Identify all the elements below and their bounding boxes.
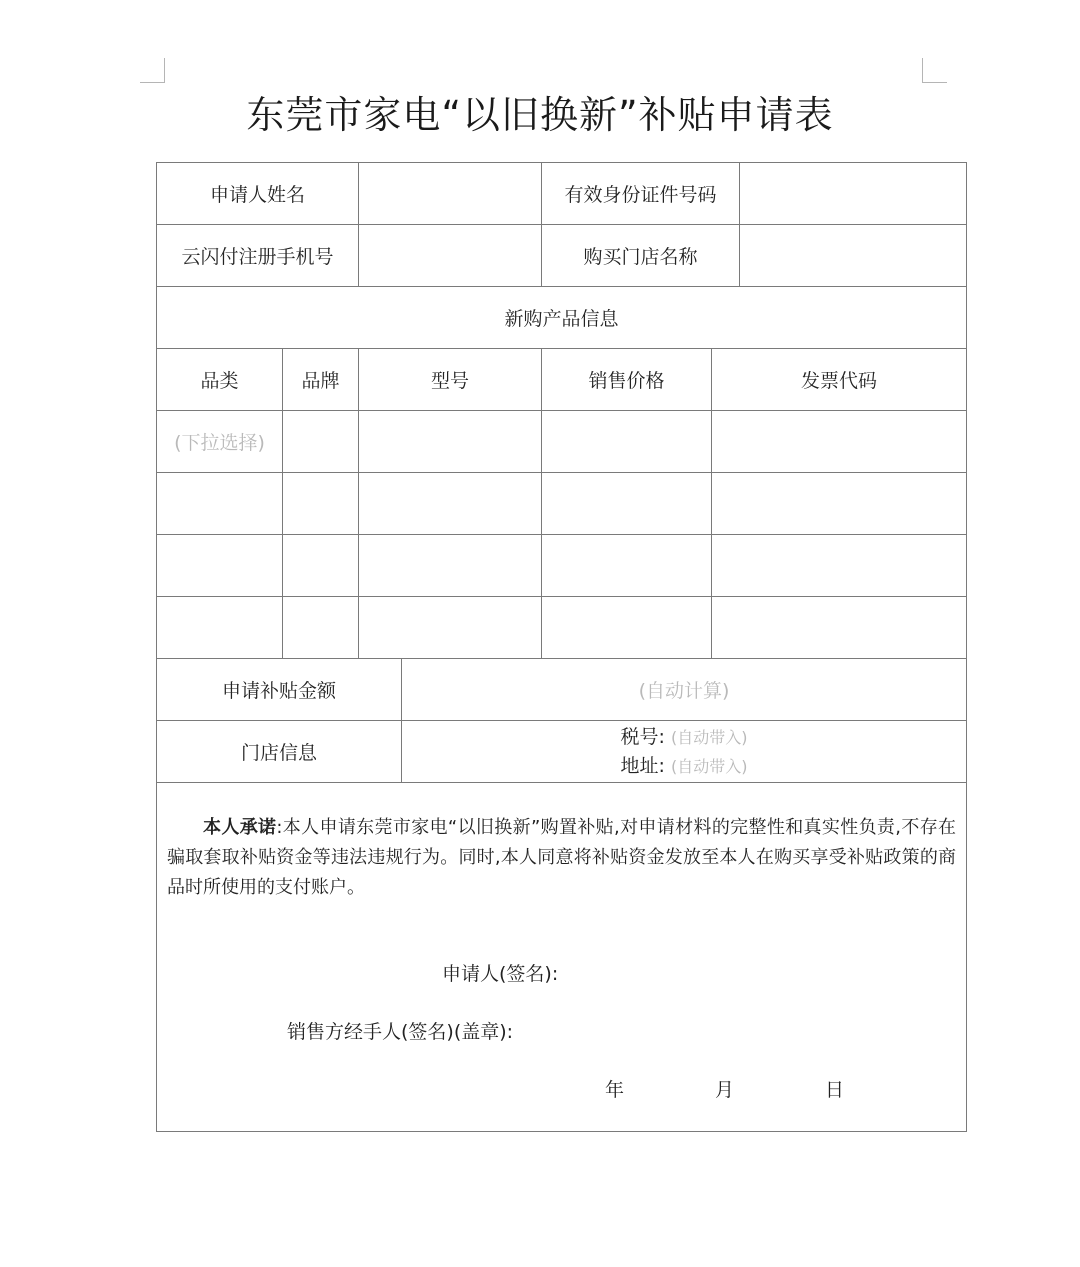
category-dropdown[interactable]: (下拉选择) — [157, 411, 283, 473]
table-row — [157, 411, 967, 473]
date-month-label: 月 — [715, 1079, 735, 1101]
applicant-name-label: 申请人姓名 — [157, 163, 359, 225]
category-cell[interactable] — [157, 535, 283, 597]
price-cell[interactable] — [542, 535, 712, 597]
brand-cell[interactable] — [283, 473, 359, 535]
page-corner-mark-left — [140, 58, 165, 83]
address-label: 地址: — [620, 754, 665, 777]
brand-cell[interactable] — [283, 411, 359, 473]
pledge-lead: 本人承诺 — [203, 817, 277, 838]
model-cell[interactable] — [359, 535, 542, 597]
date-day-label: 日 — [825, 1079, 845, 1101]
column-header-brand: 品牌 — [283, 349, 359, 411]
model-cell[interactable] — [359, 473, 542, 535]
phone-label: 云闪付注册手机号 — [157, 225, 359, 287]
store-name-field[interactable] — [740, 225, 967, 287]
brand-cell[interactable] — [283, 535, 359, 597]
store-info-label: 门店信息 — [157, 721, 402, 783]
price-cell[interactable] — [542, 473, 712, 535]
seller-signature-label: 销售方经手人(签名)(盖章): — [287, 1021, 514, 1043]
application-form — [156, 162, 967, 1132]
table-row — [157, 473, 967, 535]
price-cell[interactable] — [542, 411, 712, 473]
invoice-code-cell[interactable] — [712, 597, 967, 659]
form-title: 东莞市家电“以旧换新”补贴申请表 — [246, 93, 834, 137]
page-corner-mark-right — [922, 58, 947, 83]
column-header-category: 品类 — [157, 349, 283, 411]
category-cell[interactable] — [157, 473, 283, 535]
pledge-text — [167, 813, 956, 903]
model-cell[interactable] — [359, 411, 542, 473]
id-number-label: 有效身份证件号码 — [542, 163, 740, 225]
brand-cell[interactable] — [283, 597, 359, 659]
date-year-label: 年 — [605, 1079, 625, 1101]
category-cell[interactable] — [157, 597, 283, 659]
id-number-field[interactable] — [740, 163, 967, 225]
store-info-field — [402, 721, 967, 783]
tax-number-label: 税号: — [620, 725, 665, 748]
invoice-code-cell[interactable] — [712, 411, 967, 473]
address-value[interactable]: (自动带入) — [671, 756, 748, 776]
price-cell[interactable] — [542, 597, 712, 659]
phone-field[interactable] — [359, 225, 542, 287]
subsidy-amount-field[interactable]: (自动计算) — [402, 659, 967, 721]
table-row — [157, 535, 967, 597]
tax-number-value[interactable]: (自动带入) — [671, 727, 748, 747]
subsidy-amount-label: 申请补贴金额 — [157, 659, 402, 721]
column-header-invoice-code: 发票代码 — [712, 349, 967, 411]
table-row — [157, 597, 967, 659]
invoice-code-cell[interactable] — [712, 473, 967, 535]
applicant-name-field[interactable] — [359, 163, 542, 225]
model-cell[interactable] — [359, 597, 542, 659]
invoice-code-cell[interactable] — [712, 535, 967, 597]
product-section-heading: 新购产品信息 — [157, 287, 967, 349]
pledge-section — [157, 783, 967, 1132]
pledge-body: :本人申请东莞市家电“以旧换新”购置补贴,对申请材料的完整性和真实性负责,不存在骗取套取补贴资金等违法违规行为。同时,本人同意将补贴资金发放至本人在购买享受补贴政策的商品时所使用的支付账户。 — [167, 817, 957, 898]
store-name-label: 购买门店名称 — [542, 225, 740, 287]
column-header-model: 型号 — [359, 349, 542, 411]
applicant-signature-label: 申请人(签名): — [442, 963, 559, 985]
column-header-price: 销售价格 — [542, 349, 712, 411]
